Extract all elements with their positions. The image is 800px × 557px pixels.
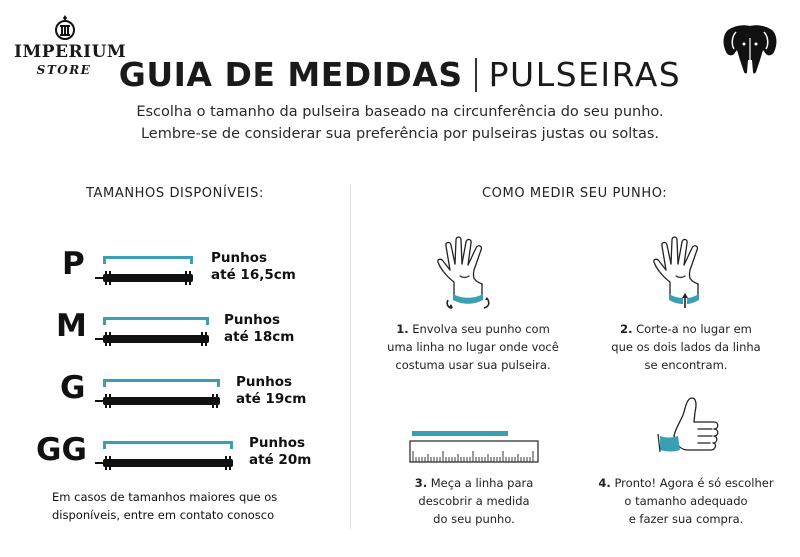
- step-line: o tamanho adequado: [624, 494, 748, 508]
- size-letter-gg: GG: [36, 432, 87, 468]
- step-2-text: [598, 320, 774, 374]
- size-line1: Punhos: [211, 250, 268, 266]
- step-1-text: [378, 320, 568, 374]
- size-letter-p: P: [62, 246, 85, 282]
- hand-wrap-icon: [432, 232, 508, 312]
- brand-sub: STORE: [36, 63, 92, 77]
- size-text-m: [224, 312, 294, 346]
- size-text-gg: [249, 435, 311, 469]
- contact-note: [52, 488, 322, 524]
- size-line1: Punhos: [236, 374, 293, 390]
- subtitle-line-2: Lembre-se de considerar sua preferência por pulseiras justas ou soltas.: [140, 126, 660, 142]
- note-line-2: disponíveis, entre em contato conosco: [52, 508, 275, 522]
- measure-heading: COMO MEDIR SEU PUNHO:: [482, 186, 668, 201]
- column-divider: [350, 184, 351, 529]
- title-bold: GUIA DE MEDIDAS: [118, 55, 463, 94]
- step-line: Meça a linha para: [430, 476, 534, 490]
- ruler-icon: [408, 428, 540, 468]
- sizes-heading: TAMANHOS DISPONÍVEIS:: [86, 186, 264, 201]
- title-separator: [475, 58, 477, 92]
- step-line: Envolva seu punho com: [412, 322, 550, 336]
- thumbs-up-icon: [652, 392, 728, 468]
- step-number: 3.: [414, 476, 428, 490]
- subtitle: [0, 101, 800, 145]
- size-line2: até 16,5cm: [211, 267, 296, 283]
- size-line1: Punhos: [249, 435, 306, 451]
- step-line: do seu punho.: [433, 512, 515, 526]
- step-number: 4.: [598, 476, 611, 490]
- step-line: costuma usar sua pulseira.: [395, 358, 551, 372]
- step-line: Corte-a no lugar em: [636, 322, 752, 336]
- hand-cut-icon: [648, 232, 724, 312]
- step-4-text: [592, 474, 780, 528]
- step-number: 1.: [396, 322, 409, 336]
- size-line2: até 19cm: [236, 391, 307, 407]
- step-line: Pronto! Agora é só escolher: [614, 476, 774, 490]
- step-line: e fazer sua compra.: [628, 512, 744, 526]
- size-letter-m: M: [56, 308, 87, 344]
- size-text-g: [236, 374, 306, 408]
- step-line: se encontram.: [644, 358, 728, 372]
- page-title: [0, 52, 800, 98]
- note-line-1: Em casos de tamanhos maiores que os: [52, 490, 278, 504]
- size-letter-g: G: [60, 370, 86, 406]
- brand-name: IMPERIUM: [14, 42, 127, 62]
- step-number: 2.: [620, 322, 633, 336]
- subtitle-line-1: Escolha o tamanho da pulseira baseado na circunferência do seu punho.: [136, 104, 664, 120]
- title-light: PULSEIRAS: [488, 55, 682, 94]
- step-line: que os dois lados da linha: [611, 340, 761, 354]
- crown-pillar-icon: [52, 14, 78, 44]
- size-line1: Punhos: [224, 312, 281, 328]
- size-line2: até 20m: [249, 452, 312, 468]
- size-text-p: [211, 250, 296, 284]
- step-line: uma linha no lugar onde você: [387, 340, 559, 354]
- step-line: descobrir a medida: [418, 494, 530, 508]
- size-line2: até 18cm: [224, 329, 295, 345]
- step-3-text: [392, 474, 556, 528]
